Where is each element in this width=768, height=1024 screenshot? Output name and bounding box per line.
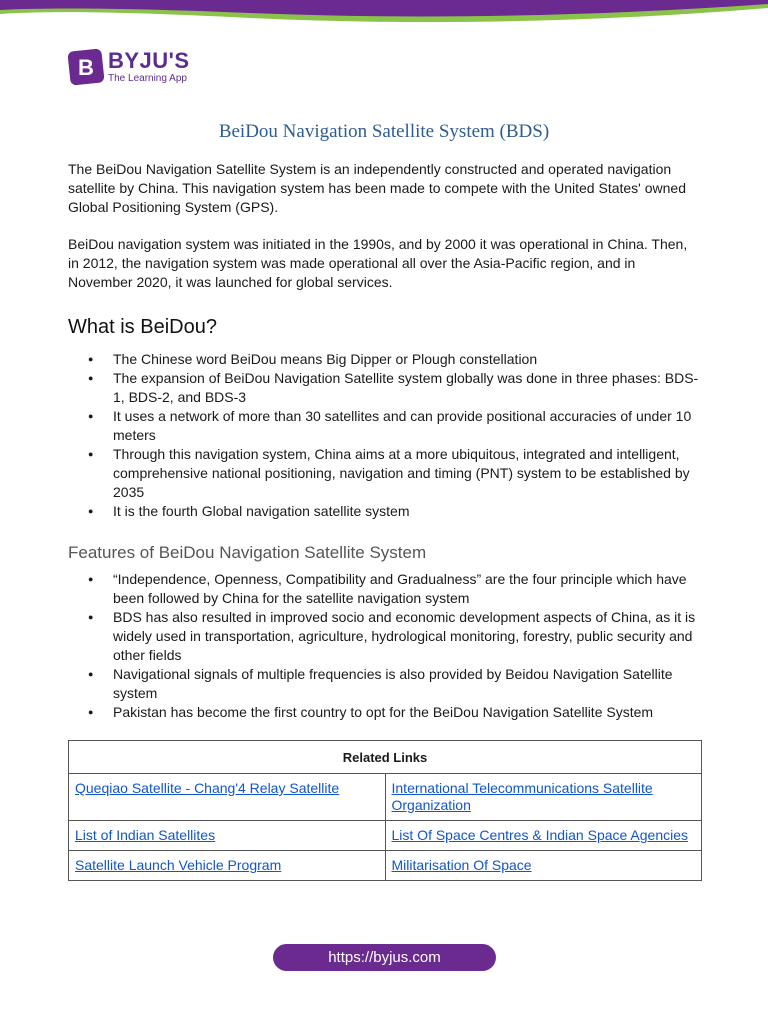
section-heading-what-is-beidou: What is BeiDou? <box>68 316 217 338</box>
logo-name: BYJU'S <box>108 47 190 73</box>
link-space-centres[interactable]: List Of Space Centres & Indian Space Agencies <box>391 827 689 843</box>
byjus-url-button[interactable]: https://byjus.com <box>273 944 496 971</box>
intro-paragraph-1: The BeiDou Navigation Satellite System is an independently constructed and operated navigation satellite by China. This navigation system has been made to compete with the United States' owned Global Positioning System (GPS). <box>68 161 686 215</box>
link-intl-telecom-satellite-org[interactable]: International Telecommunications Satellite Organization <box>391 780 653 813</box>
byjus-logo <box>68 46 190 88</box>
list-item: ● Navigational signals of multiple frequencies is also provided by Beidou Navigation Satellite system <box>68 665 700 703</box>
intro-paragraph-2: BeiDou navigation system was initiated in the 1990s, and by 2000 it was operational in China. Then, in 2012, the navigation system was made operational all over the Asia-Pacific region, and in November 2020, it was launched for global services. <box>68 236 688 290</box>
table-row <box>69 851 702 881</box>
logo-tagline: The Learning App <box>108 72 187 84</box>
table-row <box>69 821 702 851</box>
list-item: ● “Independence, Openness, Compatibility and Gradualness” are the four principle which have been followed by China for the satellite navigation system <box>68 570 700 608</box>
header-wave-decoration <box>0 0 768 30</box>
link-queqiao-satellite[interactable]: Queqiao Satellite - Chang'4 Relay Satellite <box>75 780 340 796</box>
document-title: BeiDou Navigation Satellite System (BDS) <box>218 121 550 142</box>
list-item: ● Pakistan has become the first country to opt for the BeiDou Navigation Satellite System <box>68 703 700 722</box>
link-indian-satellites[interactable]: List of Indian Satellites <box>75 827 216 843</box>
what-is-beidou-list <box>68 350 700 521</box>
link-satellite-launch-vehicle[interactable]: Satellite Launch Vehicle Program <box>75 857 282 873</box>
list-item: ● The expansion of BeiDou Navigation Satellite system globally was done in three phases: BDS-1, BDS-2, and BDS-3 <box>68 369 700 407</box>
list-item: ● BDS has also resulted in improved socio and economic development aspects of China, as it is widely used in transportation, agriculture, hydrological monitoring, forestry, public security and other fields <box>68 608 700 665</box>
list-item: ● The Chinese word BeiDou means Big Dipper or Plough constellation <box>68 350 700 369</box>
table-row <box>69 774 702 821</box>
list-item: ● Through this navigation system, China aims at a more ubiquitous, integrated and intelligent, comprehensive national positioning, navigation and timing (PNT) system to be established by 2035 <box>68 445 700 502</box>
svg-text:B: B <box>78 55 94 80</box>
section-heading-features: Features of BeiDou Navigation Satellite System <box>68 543 427 562</box>
related-links-table <box>68 740 702 881</box>
list-item: ● It uses a network of more than 30 satellites and can provide positional accuracies of under 10 meters <box>68 407 700 445</box>
link-militarisation-of-space[interactable]: Militarisation Of Space <box>391 857 532 873</box>
list-item: ● It is the fourth Global navigation satellite system <box>68 502 700 521</box>
related-links-header: Related Links <box>69 741 702 774</box>
byjus-logo-icon <box>68 47 104 87</box>
features-list <box>68 570 700 722</box>
